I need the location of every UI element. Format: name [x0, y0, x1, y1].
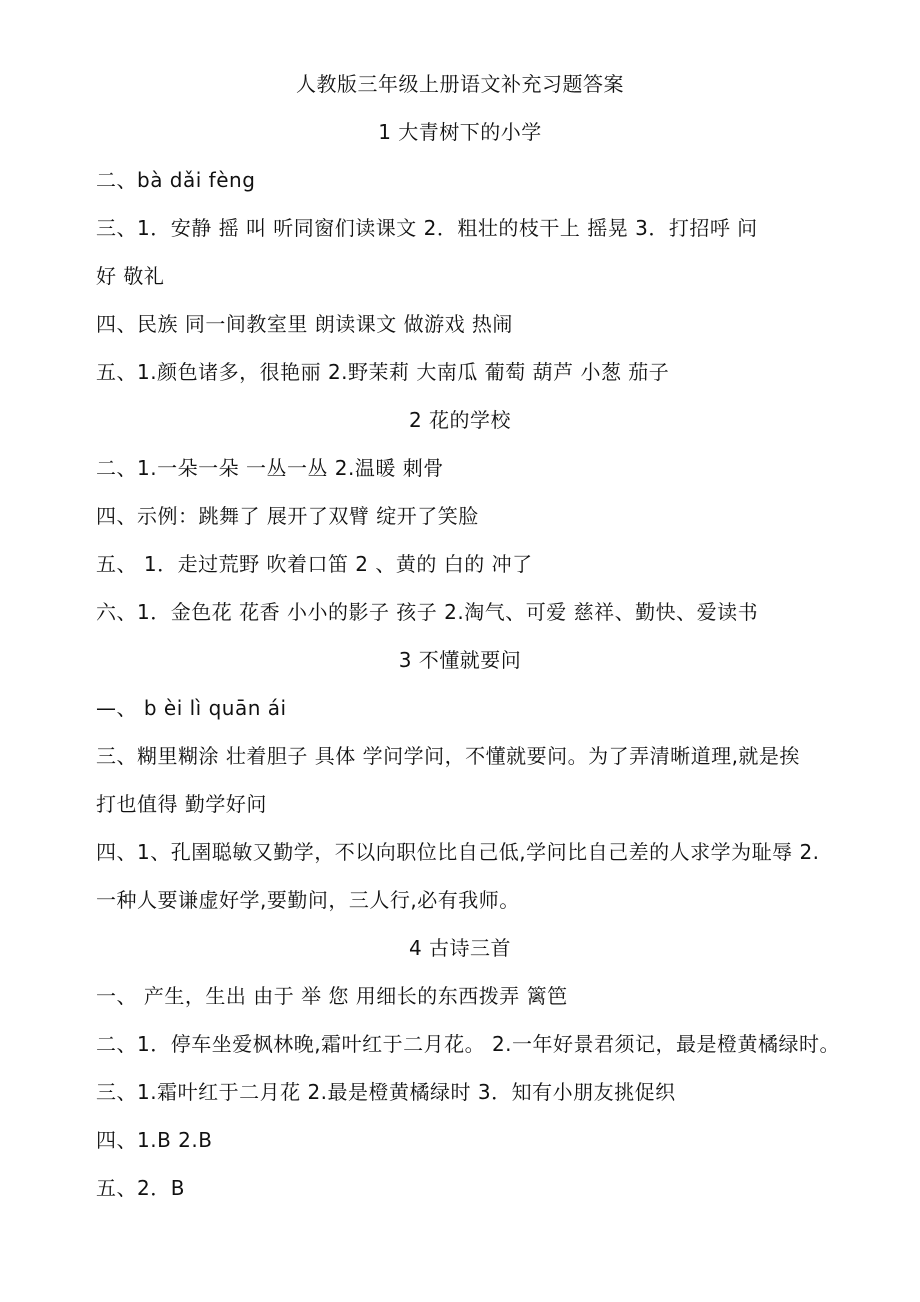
answer-line: 五、2．B	[96, 1176, 185, 1200]
answer-line: 四、示例：跳舞了 展开了双臂 绽开了笑脸	[96, 504, 479, 528]
section-heading-2: 2 花的学校	[408, 408, 512, 432]
section-heading-1: 1 大青树下的小学	[378, 120, 542, 144]
answer-line: 六、1．金色花 花香 小小的影子 孩子 2.淘气、可爱 慈祥、勤快、爱读书	[96, 600, 759, 624]
answer-line: 二、1．停车坐爱枫林晚,霜叶红于二月花。 2.一年好景君须记，最是橙黄橘绿时。	[96, 1032, 841, 1056]
document-title: 人教版三年级上册语文补充习题答案	[296, 72, 624, 96]
answer-line: 二、bà dǎi fèng	[96, 168, 256, 192]
answer-line: 三、1．安静 摇 叫 听同窗们读课文 2．粗壮的枝干上 摇晃 3．打招呼 问	[96, 216, 758, 240]
answer-line: 一种人要谦虚好学,要勤问，三人行,必有我师。	[96, 888, 520, 912]
answer-line: 四、1.B 2.B	[96, 1128, 213, 1152]
answer-line: 一、 产生，生出 由于 举 您 用细长的东西拨弄 篱笆	[96, 984, 568, 1008]
section-heading-4: 4 古诗三首	[408, 936, 512, 960]
section-heading-3: 3 不懂就要问	[398, 648, 522, 672]
answer-line: 二、1.一朵一朵 一丛一丛 2.温暖 刺骨	[96, 456, 444, 480]
answer-line: 打也值得 勤学好问	[96, 792, 267, 816]
answer-line: 五、1.颜色诸多，很艳丽 2.野茉莉 大南瓜 葡萄 葫芦 小葱 茄子	[96, 360, 670, 384]
answer-line: 三、1.霜叶红于二月花 2.最是橙黄橘绿时 3．知有小朋友挑促织	[96, 1080, 676, 1104]
answer-line: 四、1、孔圉聪敏又勤学，不以向职位比自己低,学问比自己差的人求学为耻辱 2.	[96, 840, 820, 864]
answer-line: 三、糊里糊涂 壮着胆子 具体 学问学问，不懂就要问。为了弄清晰道理,就是挨	[96, 744, 800, 768]
answer-line: 五、 1．走过荒野 吹着口笛 2 、黄的 白的 冲了	[96, 552, 533, 576]
answer-line: 好 敬礼	[96, 264, 165, 288]
answer-line: 四、民族 同一间教室里 朗读课文 做游戏 热闹	[96, 312, 513, 336]
answer-line: —、 b èi lì quān ái	[96, 696, 287, 720]
